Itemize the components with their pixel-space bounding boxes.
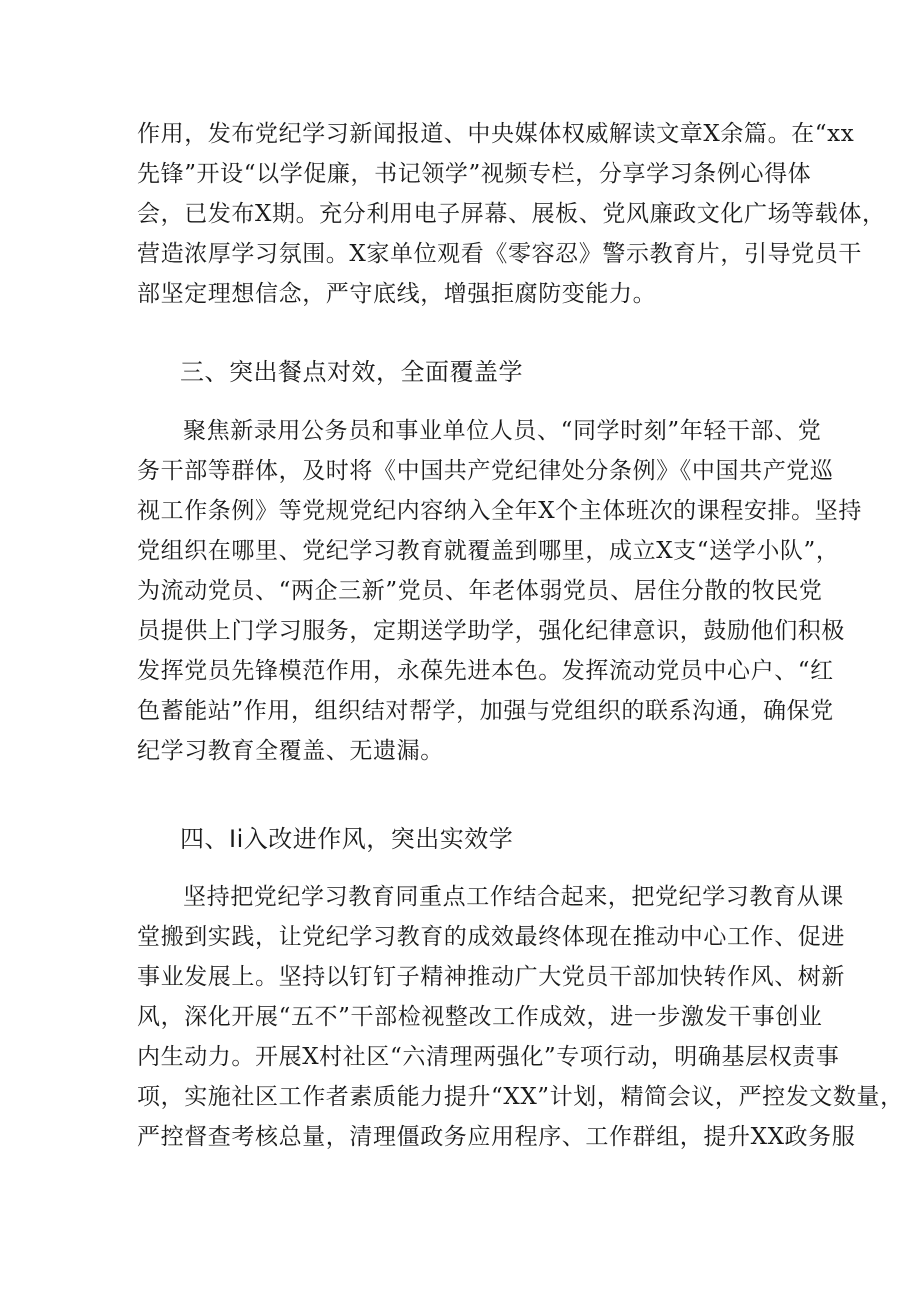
paragraph-line: 事业发展上。坚持以钉钉子精神推动广大党员干部加快转作风、树新: [137, 964, 845, 990]
paragraph-line: 务干部等群体，及时将《中国共产党纪律处分条例》《中国共产党巡: [137, 458, 834, 484]
section-heading-4: 四、Ii入改进作风，突出实效学: [180, 825, 514, 853]
paragraph-line: 党组织在哪里、党纪学习教育就覆盖到哪里，成立X支“送学小队”，: [137, 538, 840, 564]
paragraph-line: 会，已发布X期。充分利用电子屏幕、展板、党风廉政文化广场等载体，: [137, 201, 886, 227]
paragraph-line: 坚持把党纪学习教育同重点工作结合起来，把党纪学习教育从课: [183, 884, 844, 910]
paragraph-line: 堂搬到实践，让党纪学习教育的成效最终体现在推动中心工作、促进: [137, 924, 845, 950]
paragraph-line: 为流动党员、“两企三新”党员、年老体弱党员、居住分散的牧民党: [137, 578, 823, 604]
paragraph-3: [137, 877, 904, 1157]
paragraph-line: 纪学习教育全覆盖、无遗漏。: [137, 738, 444, 764]
paragraph-line: 项，实施社区工作者素质能力提升“XX”计划，精简会议，严控发文数量，: [137, 1084, 904, 1110]
paragraph-line: 营造浓厚学习氛围。X家单位观看《零容忍》警示教育片，引导党员干: [137, 241, 862, 267]
paragraph-line: 视工作条例》等党规党纪内容纳入全年X个主体班次的课程安排。坚持: [137, 498, 862, 524]
paragraph-2: [137, 411, 862, 771]
paragraph-line: 发挥党员先锋模范作用，永葆先进本色。发挥流动党员中心户、“红: [137, 658, 834, 684]
paragraph-line: 严控督查考核总量，清理僵政务应用程序、工作群组，提升XX政务服: [137, 1124, 856, 1150]
paragraph-line: 内生动力。开展X村社区“六清理两强化”专项行动，明确基层权责事: [137, 1044, 840, 1070]
paragraph-line: 聚焦新录用公务员和事业单位人员、“同学时刻”年轻干部、党: [183, 418, 822, 444]
paragraph-1: [137, 114, 886, 314]
paragraph-line: 先锋”开设“以学促廉，书记领学”视频专栏，分享学习条例心得体: [137, 161, 812, 187]
paragraph-line: 作用，发布党纪学习新闻报道、中央媒体权威解读文章X余篇。在“xx: [137, 121, 855, 147]
paragraph-line: 员提供上门学习服务，定期送学助学，强化纪律意识，鼓励他们积极: [137, 618, 845, 644]
paragraph-line: 风，深化开展“五不”干部检视整改工作成效，进一步激发干事创业: [137, 1004, 823, 1030]
paragraph-line: 部坚定理想信念，严守底线，增强拒腐防变能力。: [137, 281, 657, 307]
paragraph-line: 色蓄能站”作用，组织结对帮学，加强与党组织的联系沟通，确保党: [137, 698, 834, 724]
section-heading-3: 三、突出餐点对效，全面覆盖学: [180, 358, 523, 386]
